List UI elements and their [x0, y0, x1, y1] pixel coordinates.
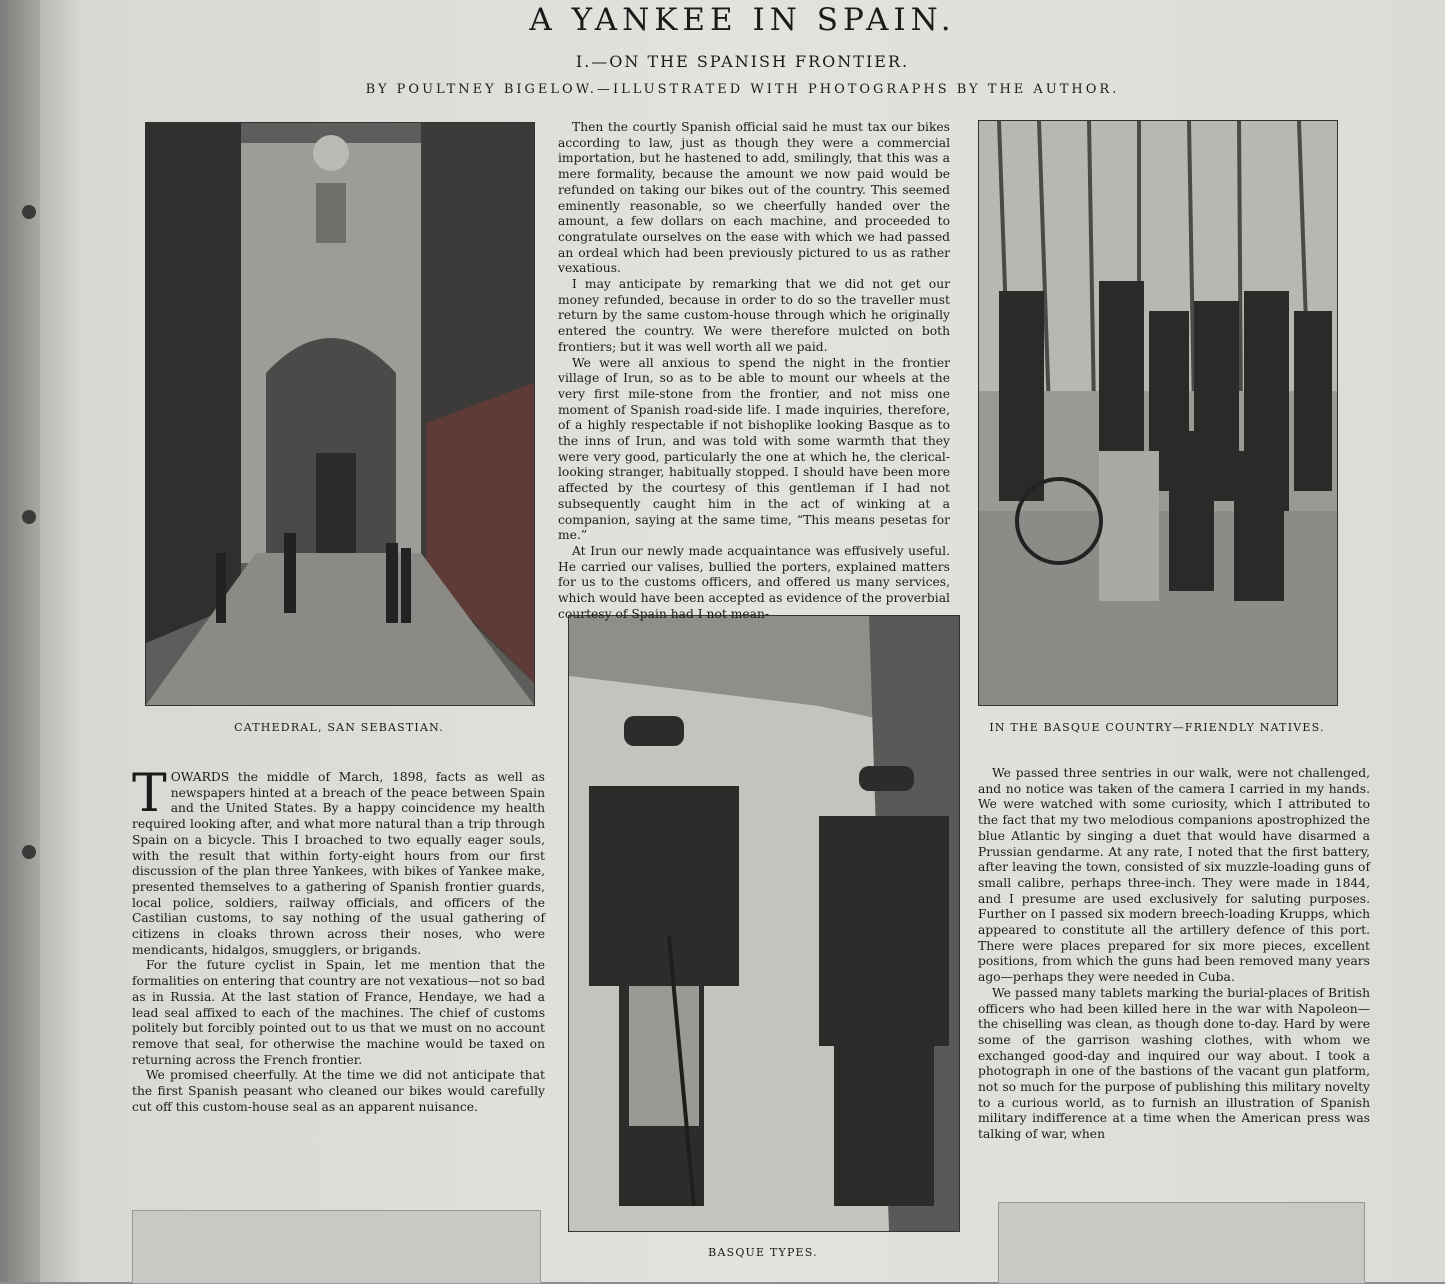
paragraph: I may anticipate by remarking that we did not get our money refunded, because in order to do so the traveller must return by the same custom-house through which he originally entered the country. We were therefore mulcted on both frontiers; but it was well worth all we paid.: [558, 277, 950, 354]
middle-text-column: [558, 120, 950, 621]
opening-text: OWARDS the middle of March, 1898, facts as well as newspapers hinted at a breach of the peace between Spain and the United States. By a happy coincidence my health required looking after, and what more natural than a trip through Spain on a bicycle. This I broached to two equally eager souls, with the result that within forty-eight hours from our first discussion of the plan three Yankees, with bikes of Yankee make, presented themselves to a gathering of Spanish frontier guards, local police, soldiers, railway officials, and officers of the Castilian customs, to say nothing of the usual gathering of citizens in cloaks thrown across their noses, who were mendicants, hidalgos, smugglers, or brigands.: [132, 770, 545, 957]
paragraph: We were all anxious to spend the night in the frontier village of Irun, so as to be able to mount our wheels at the very first mile-stone from the frontier, and not miss one moment of Spanish road-side life. I made inquiries, therefore, of a highly respectable if not bishoplike looking Basque as to the inns of Irun, and was told with some warmth that they were very good, particularly the one at which he, the clerical-looking stranger, habitually stopped. I should have been more affected by the courtesy of this gentleman if I had not subsequently caught him in the act of winking at a companion, saying at the same time, “This means pesetas for me.”: [558, 355, 950, 543]
cathedral-caption: CATHEDRAL, SAN SEBASTIAN.: [234, 721, 444, 734]
article-title: A YANKEE IN SPAIN.: [529, 2, 956, 38]
right-text-column: [978, 766, 1370, 1156]
binding-hole: [22, 510, 36, 524]
paragraph: We passed three sentries in our walk, were not challenged, and no notice was taken of the camera I carried in my hands. We were watched with some curiosity, which I attributed to the fact that my two melodious companions apostrophized the blue Atlantic by singing a duet that would have disarmed a Prussian gendarme. At any rate, I noted that the first battery, after leaving the town, consisted of six muzzle-loading guns of small calibre, perhaps three-inch. They were made in 1844, and I presume are used exclusively for saluting purposes. Further on I passed six modern breech-loading Krupps, which appeared to constitute all the artillery defence of this port. There were places prepared for six more pieces, excellent positions, from which the guns had been removed many years ago—perhaps they were needed in Cuba.: [978, 766, 1370, 985]
natives-caption: IN THE BASQUE COUNTRY—FRIENDLY NATIVES.: [989, 721, 1325, 734]
paragraph: We passed many tablets marking the burial-places of British officers who had been killed here in the war with Napoleon—the chiselling was clean, as though done to-day. Hard by were some of the garrison washing clothes, with whom we exchanged good-day and inquired our way about. I took a photograph in one of the bastions of the vacant gun platform, not so much for the purpose of publishing this military novelty to a curious world, as to furnish an illustration of Spanish military indifference at a time when the American press was talking of war, when: [978, 985, 1370, 1142]
left-text-column: [132, 764, 545, 1172]
binding-hole: [22, 205, 36, 219]
opening-paragraph: [132, 764, 545, 958]
drop-cap: T: [132, 764, 167, 824]
basque-types-caption: BASQUE TYPES.: [708, 1246, 818, 1259]
paragraph: Then the courtly Spanish official said he must tax our bikes according to law, just as though they were a commercial importation, but he hastened to add, smilingly, that this was a mere formality, because the amount we now paid would be refunded on taking our bikes out of the country. This seemed eminently reasonable, so we cheerfully handed over the amount, a few dollars on each machine, and proceeded to congratulate ourselves on the ease with which we had passed an ordeal which had been previously pictured to us as rather vexatious.: [558, 120, 950, 276]
paragraph: We promised cheerfully. At the time we did not anticipate that the first Spanish peasant who cleaned our bikes would carefully cut off this custom-house seal as an apparent nuisance.: [132, 1068, 545, 1114]
natives-photo: [978, 120, 1338, 706]
basque-types-photo: [568, 615, 960, 1232]
partial-photo-left: [132, 1210, 541, 1284]
paragraph: For the future cyclist in Spain, let me mention that the formalities on entering that country are not vexatious—not so bad as in Russia. At the last station of France, Hendaye, we had a lead seal affixed to each of the machines. The chief of customs politely but forcibly pointed out to us that we must on no account remove that seal, for otherwise the machine would be taxed on returning across the French frontier.: [132, 958, 545, 1067]
paragraph: At Irun our newly made acquaintance was effusively useful. He carried our valises, bullied the porters, explained matters for us to the customs officers, and offered us many services, which would have been accepted as evidence of the proverbial courtesy of Spain had I not mean-: [558, 543, 950, 621]
magazine-page: [40, 0, 1445, 1282]
binding-gutter: [0, 0, 40, 1282]
article-byline: BY POULTNEY BIGELOW.—ILLUSTRATED WITH PHOTOGRAPHS BY THE AUTHOR.: [365, 82, 1120, 97]
binding-hole: [22, 845, 36, 859]
partial-photo-right: [998, 1202, 1365, 1284]
cathedral-photo: [145, 122, 535, 706]
article-subtitle: I.—ON THE SPANISH FRONTIER.: [575, 52, 910, 71]
